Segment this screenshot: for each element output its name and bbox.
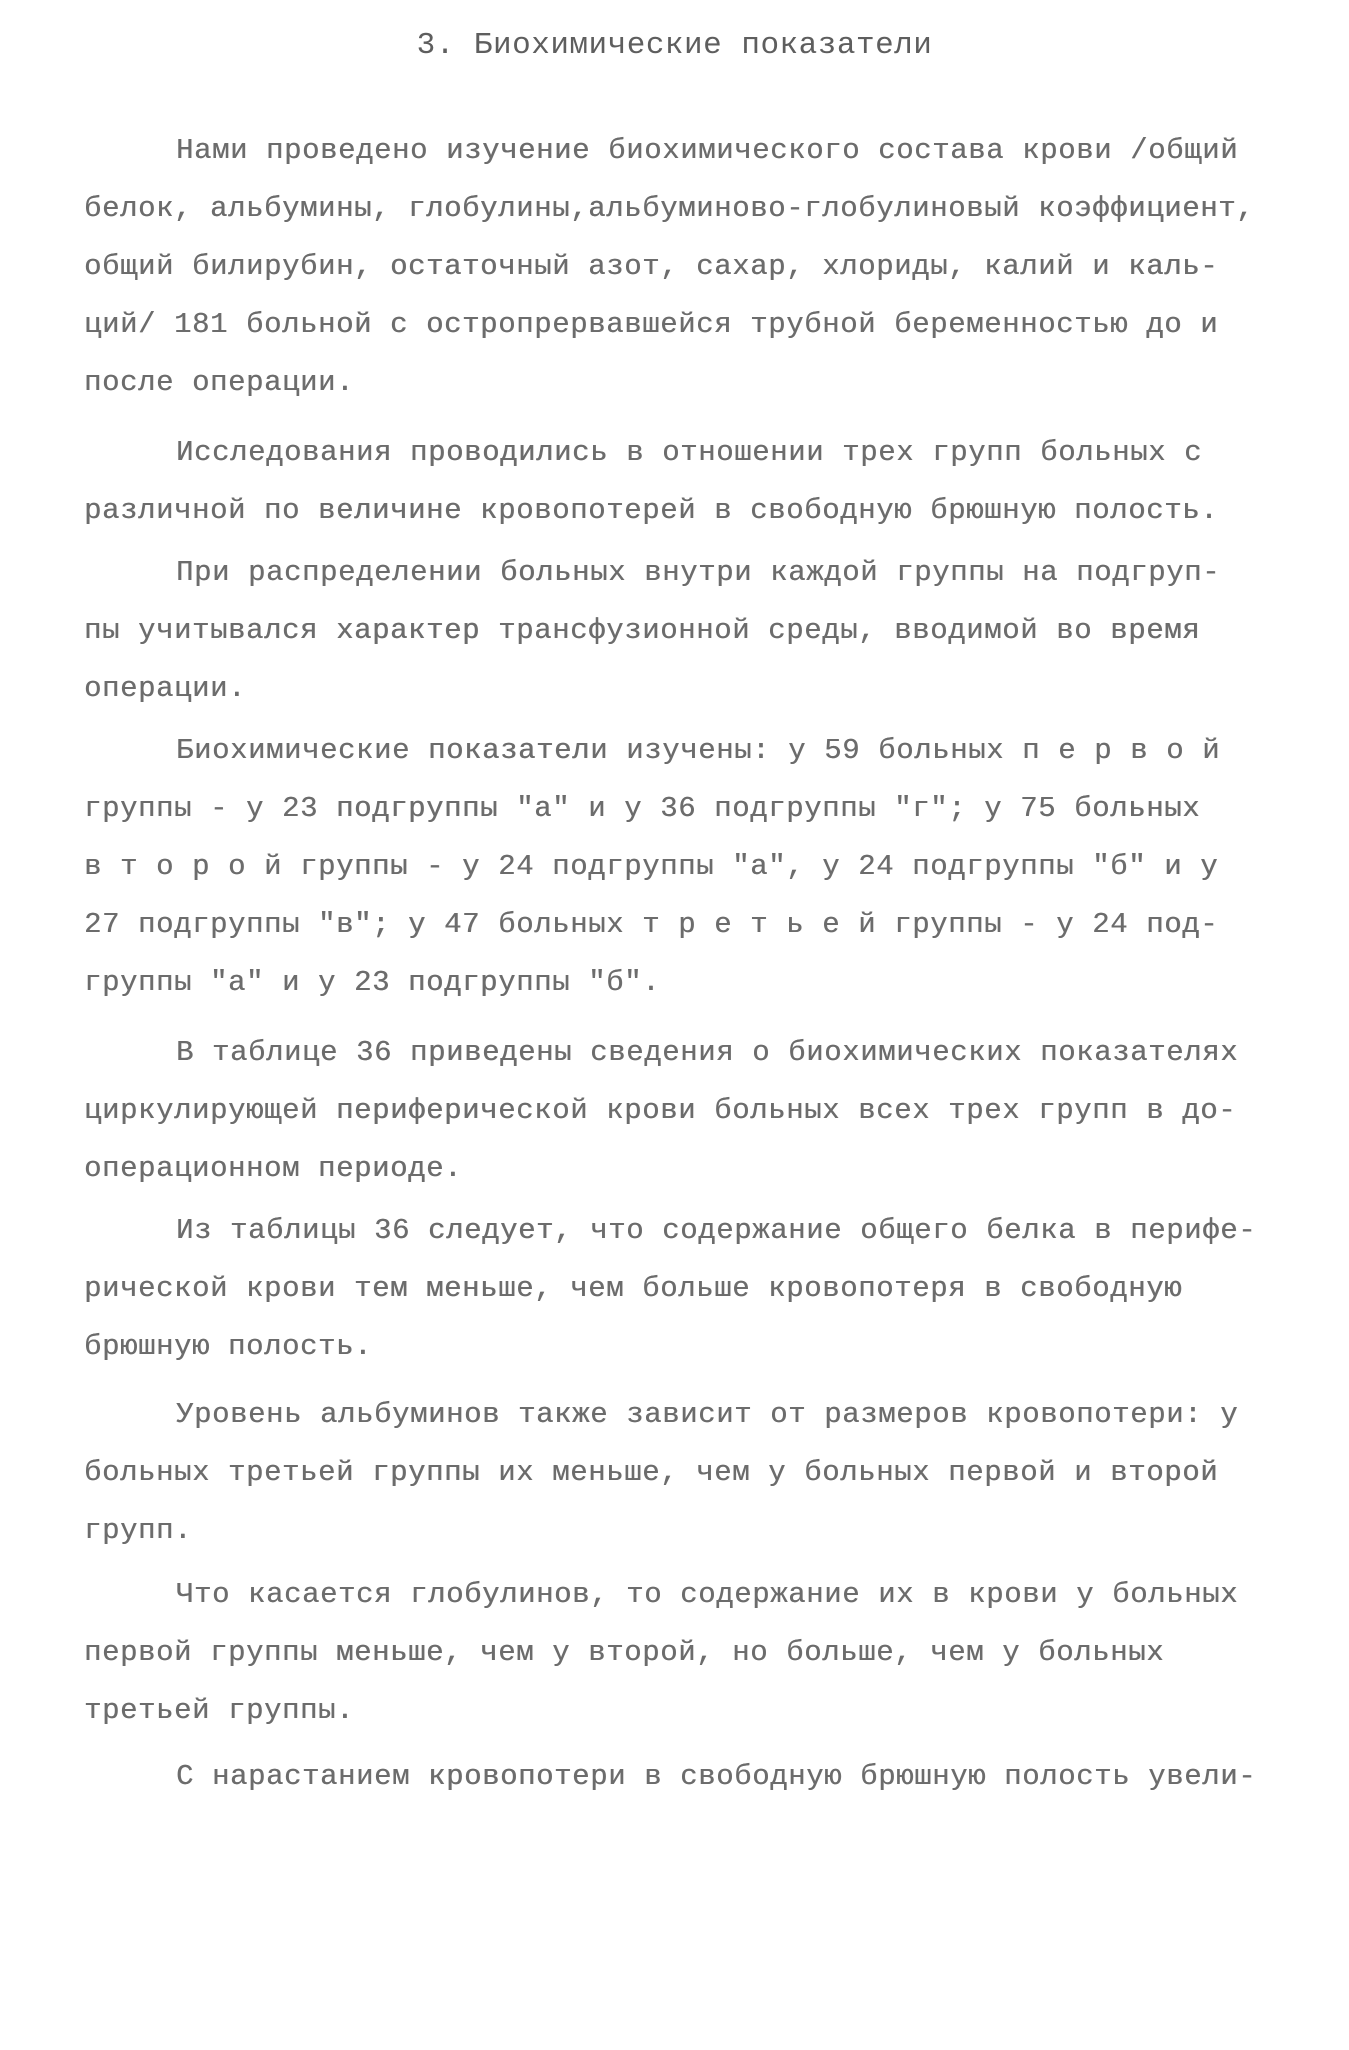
- text-line: 27 подгруппы "в"; у 47 больных т р е т ь е й группы - у 24 под-: [84, 908, 1219, 941]
- text-line: Уровень альбуминов также зависит от размеров кровопотери: у: [176, 1398, 1239, 1431]
- text-line: С нарастанием кровопотери в свободную брюшную полость увели-: [176, 1760, 1257, 1793]
- text-line: брюшную полость.: [84, 1330, 373, 1363]
- text-line: Биохимические показатели изучены: у 59 больных п е р в о й: [176, 734, 1221, 767]
- text-line: различной по величине кровопотерей в свободную брюшную полость.: [84, 494, 1219, 527]
- text-line: группы - у 23 подгруппы "а" и у 36 подгруппы "г"; у 75 больных: [84, 792, 1201, 825]
- text-line: пы учитывался характер трансфузионной среды, вводимой во время: [84, 614, 1201, 647]
- text-line: В таблице 36 приведены сведения о биохимических показателях: [176, 1036, 1239, 1069]
- text-line: Нами проведено изучение биохимического состава крови /общий: [176, 134, 1239, 167]
- text-line: группы "а" и у 23 подгруппы "б".: [84, 966, 661, 999]
- text-line: больных третьей группы их меньше, чем у больных первой и второй: [84, 1456, 1219, 1489]
- text-line: групп.: [84, 1514, 193, 1547]
- text-line: операции.: [84, 672, 247, 705]
- text-line: в т о р о й группы - у 24 подгруппы "а", у 24 подгруппы "б" и у: [84, 850, 1219, 883]
- text-line: общий билирубин, остаточный азот, сахар, хлориды, калий и каль-: [84, 250, 1219, 283]
- text-line: циркулирующей периферической крови больных всех трех групп в до-: [84, 1094, 1237, 1127]
- text-line: Из таблицы 36 следует, что содержание общего белка в перифе-: [176, 1214, 1257, 1247]
- text-line: операционном периоде.: [84, 1152, 463, 1185]
- text-line: Исследования проводились в отношении трех групп больных с: [176, 436, 1203, 469]
- section-heading: 3. Биохимические показатели: [416, 28, 933, 63]
- text-line: третьей группы.: [84, 1694, 355, 1727]
- text-line: первой группы меньше, чем у второй, но больше, чем у больных: [84, 1636, 1165, 1669]
- text-line: ций/ 181 больной с остропрервавшейся трубной беременностью до и: [84, 308, 1219, 341]
- text-line: Что касается глобулинов, то содержание их в крови у больных: [176, 1578, 1239, 1611]
- text-line: белок, альбумины, глобулины,альбуминово-глобулиновый коэффициент,: [84, 192, 1255, 225]
- text-line: При распределении больных внутри каждой группы на подгруп-: [176, 556, 1221, 589]
- text-line: после операции.: [84, 366, 355, 399]
- text-line: рической крови тем меньше, чем больше кровопотеря в свободную: [84, 1272, 1183, 1305]
